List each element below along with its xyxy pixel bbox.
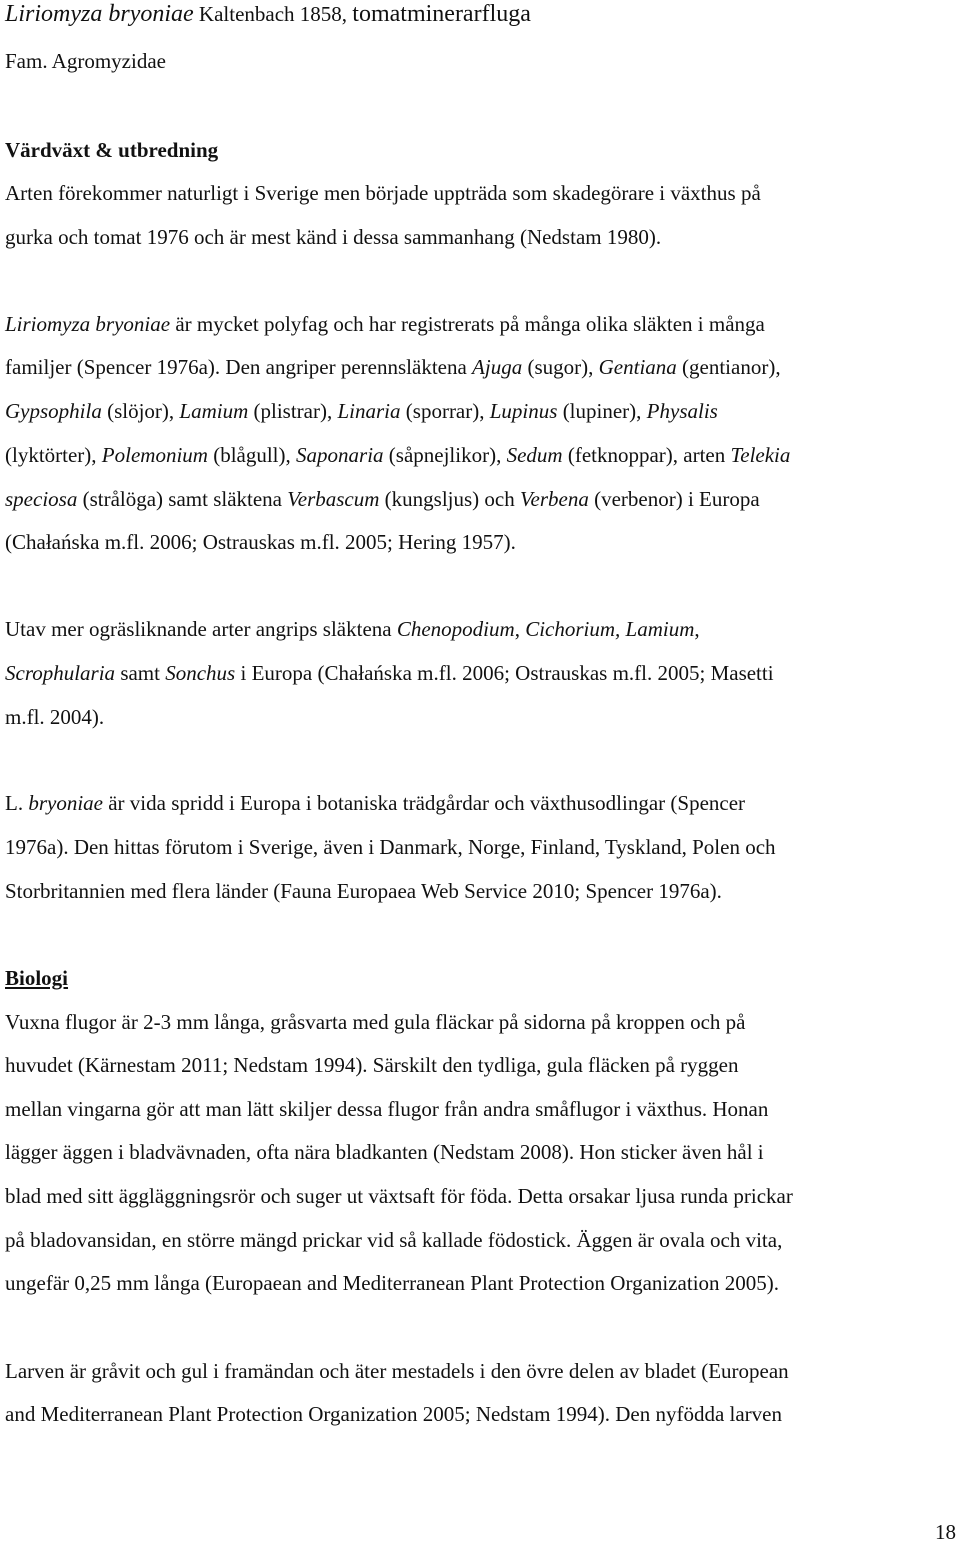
italic-taxon: Liriomyza bryoniae <box>5 312 171 336</box>
italic-taxon: Chenopodium <box>396 617 515 641</box>
text-run: , <box>514 617 526 641</box>
italic-taxon: Lupinus <box>489 399 558 423</box>
italic-taxon: Sonchus <box>165 661 236 685</box>
text-run: är mycket polyfag och har registrerats på många olika släkten i många <box>170 312 765 336</box>
paragraph-line: Larven är gråvit och gul i framändan och äter mestadels i den övre delen av bladet (European <box>5 1359 789 1383</box>
italic-taxon: speciosa <box>5 487 78 511</box>
italic-taxon: Linaria <box>337 399 401 423</box>
italic-taxon: bryoniae <box>28 791 103 815</box>
text-run: (blågull), <box>207 443 297 467</box>
species-title <box>5 2 531 26</box>
text-run: Utav mer ogräsliknande arter angrips släktena <box>5 617 397 641</box>
species-name: Liriomyza bryoniae <box>5 1 194 27</box>
species-common-name: tomatminerarfluga <box>352 1 531 27</box>
paragraph-line <box>5 401 718 422</box>
paragraph-line: Arten förekommer naturligt i Sverige men började uppträda som skadegörare i växthus på <box>5 181 761 205</box>
paragraph-line: and Mediterranean Plant Protection Organization 2005; Nedstam 1994). Den nyfödda larven <box>5 1402 782 1426</box>
italic-taxon: Cichorium, Lamium <box>525 617 695 641</box>
paragraph-line: gurka och tomat 1976 och är mest känd i dessa sammanhang (Nedstam 1980). <box>5 225 662 249</box>
text-run: (lyktörter), <box>5 443 102 467</box>
italic-taxon: Lamium <box>179 399 249 423</box>
paragraph-line: lägger äggen i bladvävnaden, ofta nära bladkanten (Nedstam 2008). Hon sticker även hål i <box>5 1140 764 1164</box>
text-run: (strålöga) samt släktena <box>77 487 288 511</box>
paragraph-line <box>5 357 781 378</box>
paragraph-line <box>5 793 745 814</box>
text-run: (fetknoppar), arten <box>562 443 731 467</box>
text-run: (lupiner), <box>557 399 647 423</box>
text-run: (sugor), <box>522 355 599 379</box>
text-run: är vida spridd i Europa i botaniska trädgårdar och växthusodlingar (Spencer <box>102 791 746 815</box>
paragraph-line: Storbritannien med flera länder (Fauna Europaea Web Service 2010; Spencer 1976a). <box>5 879 722 903</box>
italic-taxon: Verbena <box>520 487 589 511</box>
text-run: L. <box>5 791 29 815</box>
italic-taxon: Polemonium <box>101 443 208 467</box>
text-run: , <box>694 617 700 641</box>
text-run: (slöjor), <box>101 399 180 423</box>
species-author-year: Kaltenbach 1858, <box>193 2 353 26</box>
paragraph-line: huvudet (Kärnestam 2011; Nedstam 1994). Särskilt den tydliga, gula fläcken på ryggen <box>5 1053 739 1077</box>
paragraph-line <box>5 619 700 640</box>
italic-taxon: Gentiana <box>598 355 677 379</box>
text-run: (såpnejlikor), <box>383 443 507 467</box>
paragraph-line: Vuxna flugor är 2-3 mm långa, gråsvarta med gula fläckar på sidorna på kroppen och på <box>5 1010 746 1034</box>
text-run: (kungsljus) och <box>379 487 520 511</box>
paragraph-line: på bladovansidan, en större mängd prickar vid så kallade födostick. Äggen är ovala och vita, <box>5 1228 783 1252</box>
page-number: 18 <box>935 1520 956 1544</box>
italic-taxon: Saponaria <box>296 443 384 467</box>
text-run: (gentianor), <box>676 355 781 379</box>
paragraph-line <box>5 663 774 684</box>
text-run: samt <box>115 661 166 685</box>
paragraph-line: ungefär 0,25 mm långa (Europaean and Mediterranean Plant Protection Organization 2005). <box>5 1271 780 1295</box>
paragraph-line <box>5 314 765 335</box>
paragraph-line: 1976a). Den hittas förutom i Sverige, även i Danmark, Norge, Finland, Tyskland, Polen och <box>5 835 776 859</box>
italic-taxon: Physalis <box>646 399 718 423</box>
text-run: (sporrar), <box>400 399 490 423</box>
italic-taxon: Gypsophila <box>5 399 102 423</box>
paragraph-line <box>5 489 760 510</box>
section-heading-host: Värdväxt & utbredning <box>5 138 219 162</box>
text-run: (verbenor) i Europa <box>588 487 760 511</box>
paragraph-line <box>5 445 790 466</box>
italic-taxon: Verbascum <box>287 487 380 511</box>
text-run: i Europa (Chałańska m.fl. 2006; Ostrauskas m.fl. 2005; Masetti <box>235 661 774 685</box>
italic-taxon: Scrophularia <box>5 661 116 685</box>
paragraph-line: (Chałańska m.fl. 2006; Ostrauskas m.fl. 2005; Hering 1957). <box>5 530 516 554</box>
text-run: (plistrar), <box>248 399 338 423</box>
section-heading-biology: Biologi <box>5 966 69 990</box>
paragraph-line: mellan vingarna gör att man lätt skiljer dessa flugor från andra småflugor i växthus. Honan <box>5 1097 769 1121</box>
italic-taxon: Telekia <box>730 443 791 467</box>
text-run: familjer (Spencer 1976a). Den angriper perennsläktena <box>5 355 473 379</box>
paragraph-line: blad med sitt äggläggningsrör och suger ut växtsaft för föda. Detta orsakar ljusa runda prickar <box>5 1184 793 1208</box>
italic-taxon: Sedum <box>506 443 563 467</box>
family-line: Fam. Agromyzidae <box>5 49 166 73</box>
italic-taxon: Ajuga <box>472 355 523 379</box>
paragraph-line: m.fl. 2004). <box>5 705 105 729</box>
